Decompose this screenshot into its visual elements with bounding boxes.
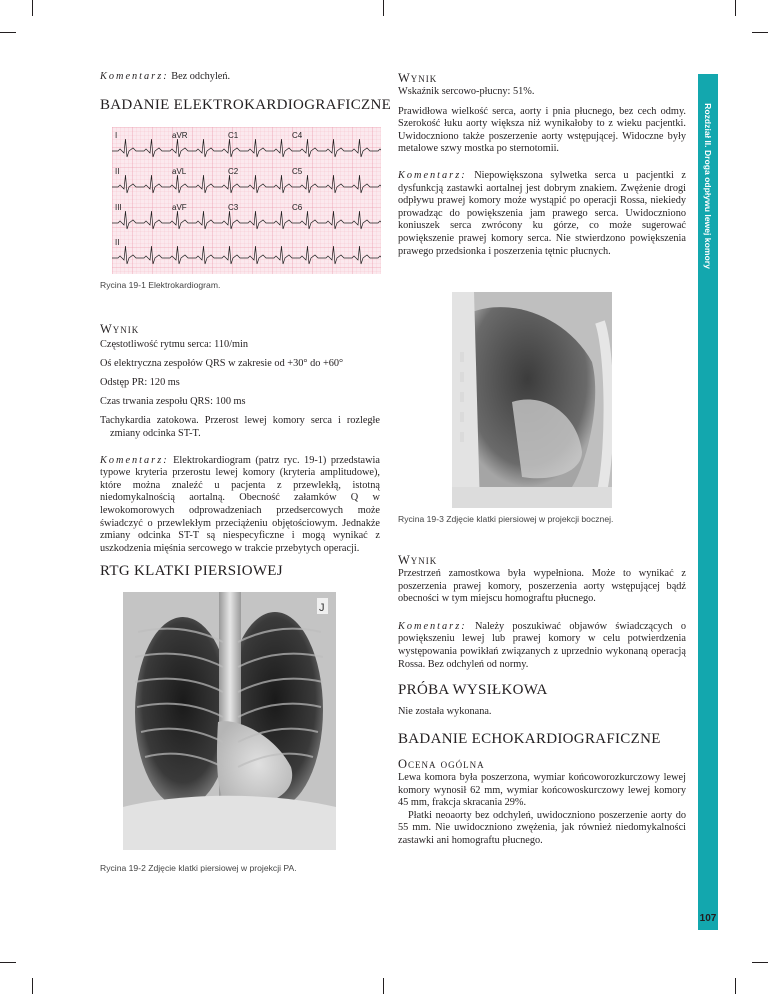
crop-mark [735,978,736,994]
echo-para2: Płatki neoaorty bez odchyleń, uwidoczniono poszerzenie aorty do 55 mm. Nie uwidoczniono zwężenia, jak również niedomykalności zastawki ani homograftu płucnego. [398,809,686,846]
komentarz-text: Niepowiększona sylwetka serca u pacjentki z dysfunkcją zastawki aortalnej jest dobrym znakiem. Zwężenie drogi odpływu prawej komory może wystąpić po operacji Rossa, niekiedy prowadząc do powiększenia jam prawego serca. Uwidoczniono koniuszek serca zwrócony ku górze, co może sugerować powiększenie prawej komory serca. Nie stwierdzono powiększenia prawego przedsionka i poszerzenia tętnic płucnych. [398,169,686,257]
ecg-lead-label: II [115,167,120,176]
ecg-lead-label: III [115,203,122,212]
echo-subheading: Ocena ogólna [398,757,485,771]
komentarz-label: Komentarz: [398,620,467,632]
result-line: Tachykardia zatokowa. Przerost lewej komory serca i rozległe zmiany odcinka ST-T. [100,415,380,439]
echo-title: BADANIE ECHOKARDIOGRAFICZNE [398,731,661,747]
ecg-lead-label: C3 [228,203,239,212]
xray-lateral-caption: Rycina 19-3 Zdjęcie klatki piersiowej w projekcji bocznej. [398,514,614,524]
komentarz-label: Komentarz: [100,71,169,82]
ecg-result-lines [100,339,380,555]
ecg-result-heading: Wynik [100,322,140,336]
ecg-lead-label: II [115,238,120,247]
result-line: Czas trwania zespołu QRS: 100 ms [100,396,246,408]
crop-mark [383,978,384,994]
xray-pa-image [123,592,336,850]
ecg-lead-label: C1 [228,131,239,140]
komentarz-text: Elektrokardiogram (patrz ryc. 19-1) przedstawia typowe kryteria przerostu lewej komory (kryteria amplitudowe), które można znaleźć u pacjenta z przewlekłą, istotną niedomykalnością aortalną. Obecność załamków Q w lewokomorowych odprowadzeniach przedsercowych może świadczyć o przewlekłym przeciążeniu objętościowym. Jednakże zmiany odcinka ST-T są niespecyficzne i mogą wynikać z uszkodzenia mięśnia sercowego w trakcie przebytych operacji. [100,454,380,554]
right-top-komentarz [398,170,686,258]
result-line: Odstęp PR: 120 ms [100,377,180,389]
xray-marker: J [319,602,325,614]
ecg-lead-label: C6 [292,203,303,212]
ecg-caption: Rycina 19-1 Elektrokardiogram. [100,280,221,290]
ecg-lead-label: C5 [292,167,303,176]
ecg-title: BADANIE ELEKTROKARDIOGRAFICZNE [100,97,392,113]
lateral-komentarz [398,621,686,671]
chapter-title: Rozdział II. Droga odpływu lewej komory [703,103,713,269]
echo-para1: Lewa komora była poszerzona, wymiar końcoworozkurczowy lewej komory wynosił 62 mm, wymiar końcowoskurczowy lewej komory 45 mm, frakcja skracania 29%. [398,772,686,809]
komentarz-text: Bez odchyleń. [171,71,231,82]
ecg-komentarz [100,455,380,556]
right-top-heading: Wynik [398,71,438,85]
rtg-title: RTG KLATKI PIERSIOWEJ [100,563,283,579]
xray-lateral-image [452,292,612,508]
lateral-result [398,553,686,671]
crop-mark [0,962,16,963]
echo-section [398,757,686,848]
exercise-title: PRÓBA WYSIŁKOWA [398,682,548,698]
crop-mark [383,0,384,16]
header-komentarz [100,71,380,84]
crop-mark [752,962,768,963]
ecg-result [100,322,380,555]
ecg-lead-label: I [115,131,118,140]
crop-mark [752,32,768,33]
ecg-lead-label: aVF [172,203,187,212]
lateral-heading: Wynik [398,553,438,567]
crop-mark [735,0,736,16]
lateral-para: Przestrzeń zamostkowa była wypełniona. Może to wynikać z poszerzenia prawej komory, poszerzenia aorty wstępującej bądź obecności w tym miejscu homograftu płucnego. [398,568,686,605]
ecg-trace [112,127,381,274]
right-top-para: Prawidłowa wielkość serca, aorty i pnia płucnego, bez cech odmy. Szerokość łuku aorty większa niż wynikałoby to z wieku pacjentki. Uwidoczniono także poszerzenie aorty wstępującej. Widoczne były metalowe szwy mostka po sternotomii. [398,105,686,155]
exercise-text: Nie została wykonana. [398,706,492,717]
ratio-text: Wskaźnik sercowo-płucny: 51%. [398,86,535,97]
page-number: 107 [699,913,717,924]
ecg-lead-label: aVL [172,167,187,176]
result-line: Oś elektryczna zespołów QRS w zakresie od +30° do +60° [100,358,344,370]
ecg-lead-label: C2 [228,167,239,176]
crop-mark [32,0,33,16]
komentarz-label: Komentarz: [398,169,467,181]
komentarz-text: Należy poszukiwać objawów świadczących o powiększeniu lewej lub prawej komory w celu potwierdzenia występowania powikłań związanych z uprzednio wykonaną operacją Rossa. Bez odchyleń od normy. [398,620,686,670]
ecg-figure [112,127,381,274]
crop-mark [0,32,16,33]
ecg-lead-label: aVR [172,131,188,140]
result-line: Częstotliwość rytmu serca: 110/min [100,339,249,350]
right-top-result [398,71,686,258]
komentarz-label: Komentarz: [100,454,169,466]
crop-mark [32,978,33,994]
ecg-lead-label: C4 [292,131,303,140]
xray-pa-caption: Rycina 19-2 Zdjęcie klatki piersiowej w projekcji PA. [100,863,297,873]
